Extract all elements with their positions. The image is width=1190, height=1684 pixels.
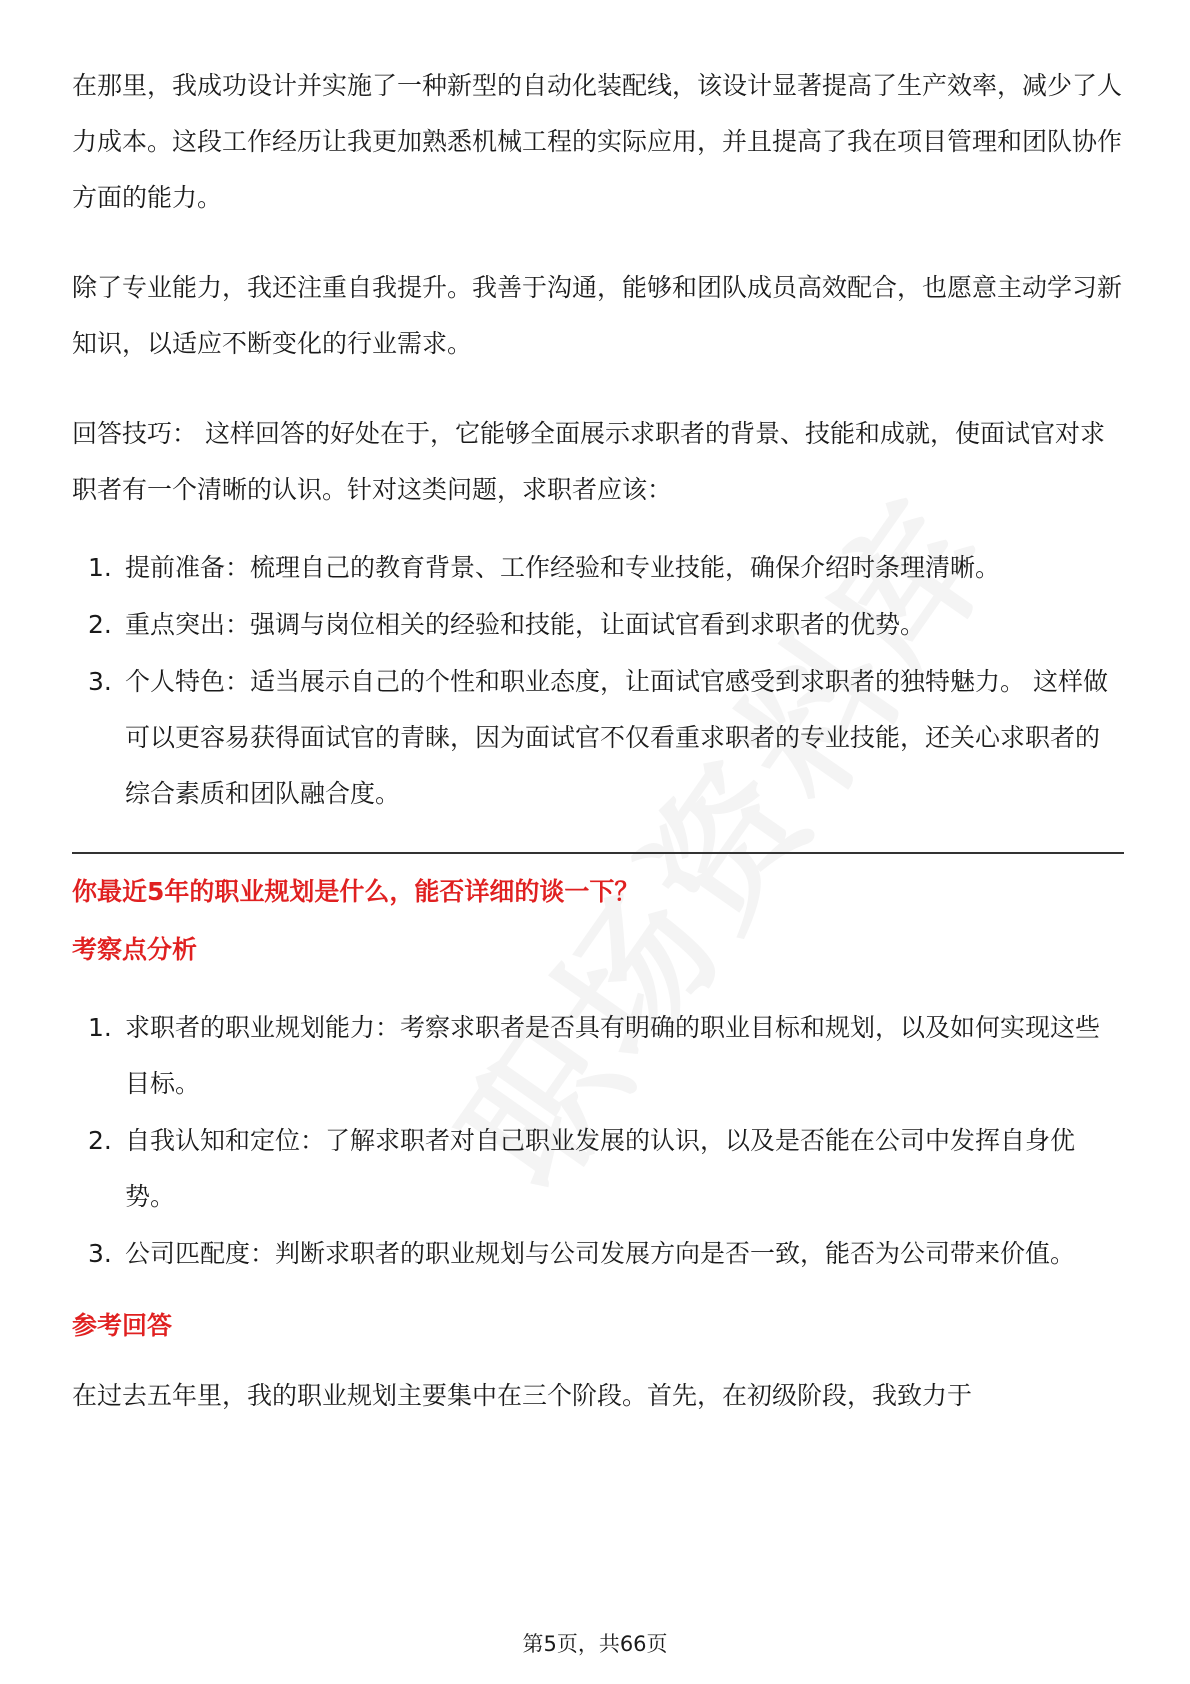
list-item bbox=[72, 654, 1122, 822]
paragraph: 回答技巧： 这样回答的好处在于，它能够全面展示求职者的背景、技能和成就，使面试官对求职者有一个清晰的认识。针对这类问题，求职者应该： bbox=[72, 419, 1105, 504]
list-item bbox=[72, 1226, 1122, 1282]
paragraph: 在那里，我成功设计并实施了一种新型的自动化装配线，该设计显著提高了生产效率，减少了人力成本。这段工作经历让我更加熟悉机械工程的实际应用，并且提高了我在项目管理和团队协作方面的能力。 bbox=[72, 71, 1123, 212]
section-divider bbox=[72, 852, 1124, 854]
list-number: 1. bbox=[88, 1013, 112, 1042]
list-text: 公司匹配度：判断求职者的职业规划与公司发展方向是否一致，能否为公司带来价值。 bbox=[125, 1239, 1076, 1268]
list-text: 提前准备：梳理自己的教育背景、工作经验和专业技能，确保介绍时条理清晰。 bbox=[125, 553, 1001, 582]
list-item bbox=[72, 540, 1122, 596]
list-number: 3. bbox=[88, 1239, 112, 1268]
list-number: 1. bbox=[88, 553, 112, 582]
reference-paragraph: 在过去五年里，我的职业规划主要集中在三个阶段。首先，在初级阶段，我致力于 bbox=[72, 1381, 973, 1410]
list-number: 3. bbox=[88, 667, 112, 696]
list-text: 求职者的职业规划能力：考察求职者是否具有明确的职业目标和规划，以及如何实现这些目标。 bbox=[125, 1013, 1101, 1098]
page-content bbox=[72, 58, 1122, 1458]
paragraph: 除了专业能力，我还注重自我提升。我善于沟通，能够和团队成员高效配合，也愿意主动学习新知识，以适应不断变化的行业需求。 bbox=[72, 273, 1123, 358]
list-text: 自我认知和定位：了解求职者对自己职业发展的认识，以及是否能在公司中发挥自身优势。 bbox=[125, 1126, 1076, 1211]
analysis-title: 考察点分析 bbox=[72, 935, 198, 964]
reference-title: 参考回答 bbox=[72, 1311, 173, 1340]
list-text: 个人特色：适当展示自己的个性和职业态度，让面试官感受到求职者的独特魅力。 这样做可以更容易获得面试官的青睐，因为面试官不仅看重求职者的专业技能，还关心求职者的综合素质和团队融合度。 bbox=[125, 667, 1108, 808]
list-item bbox=[72, 597, 1122, 653]
list-number: 2. bbox=[88, 610, 112, 639]
question-heading: 你最近5年的职业规划是什么，能否详细的谈一下？ bbox=[72, 877, 640, 906]
list-item bbox=[72, 1000, 1122, 1112]
list-text: 重点突出：强调与岗位相关的经验和技能，让面试官看到求职者的优势。 bbox=[125, 610, 926, 639]
tips-list bbox=[72, 540, 1122, 822]
page-number: 第5页，共66页 bbox=[522, 1632, 668, 1656]
list-number: 2. bbox=[88, 1126, 112, 1155]
analysis-list bbox=[72, 1000, 1122, 1282]
list-item bbox=[72, 1113, 1122, 1225]
